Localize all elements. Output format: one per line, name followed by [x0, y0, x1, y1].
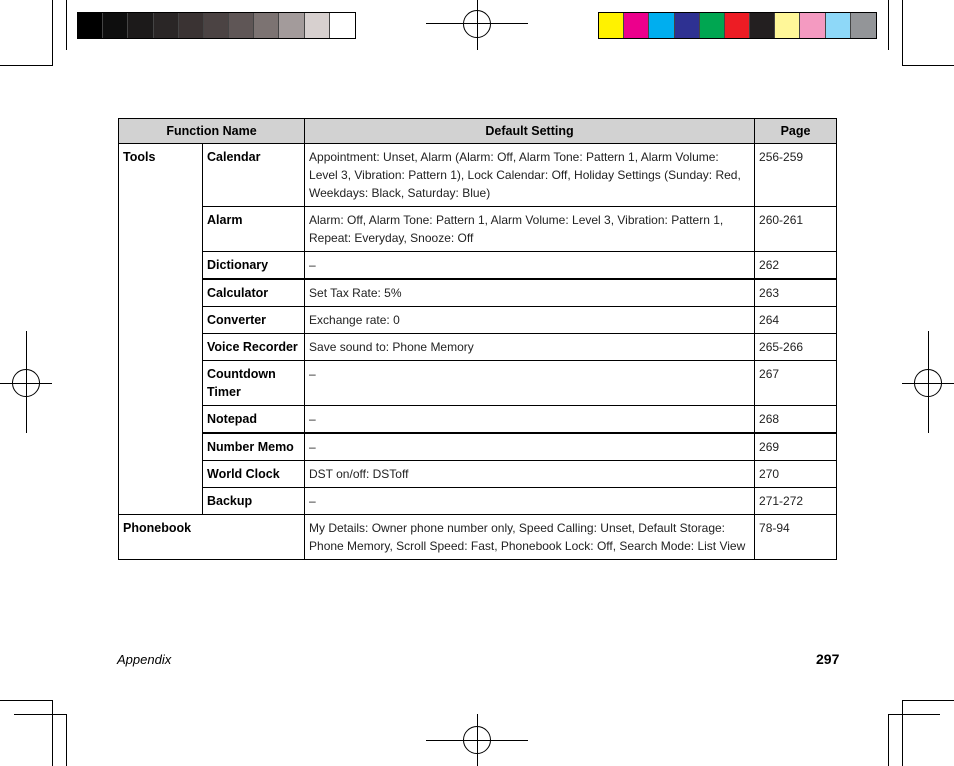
- color-swatch: [154, 13, 179, 38]
- color-swatch: [675, 13, 700, 38]
- table-row: [119, 515, 837, 560]
- color-swatch: [179, 13, 204, 38]
- default-setting: –: [305, 488, 755, 515]
- function-name: Voice Recorder: [203, 334, 305, 361]
- function-name: Backup: [203, 488, 305, 515]
- page-ref: 256-259: [755, 144, 837, 207]
- color-swatch: [254, 13, 279, 38]
- color-swatch: [750, 13, 775, 38]
- color-swatch: [128, 13, 153, 38]
- function-name: Countdown Timer: [203, 361, 305, 406]
- table-row: [119, 334, 837, 361]
- color-swatch: [851, 13, 876, 38]
- default-setting: Appointment: Unset, Alarm (Alarm: Off, Alarm Tone: Pattern 1, Alarm Volume: Level 3, Vibration: Pattern 1), Lock Calendar: Off, Holiday Settings (Sunday: Red, Weekdays: Black, Saturday: Blue): [305, 144, 755, 207]
- color-swatch-bar: [598, 12, 877, 39]
- default-setting: Set Tax Rate: 5%: [305, 279, 755, 307]
- function-name: Calculator: [203, 279, 305, 307]
- color-swatch: [599, 13, 624, 38]
- default-settings-table: [118, 118, 837, 560]
- page-ref: 264: [755, 307, 837, 334]
- footer-section-label: Appendix: [117, 652, 172, 667]
- function-name: Number Memo: [203, 433, 305, 461]
- page-ref: 271-272: [755, 488, 837, 515]
- page-ref: 268: [755, 406, 837, 434]
- category-phonebook: Phonebook: [119, 515, 305, 560]
- table-row: [119, 433, 837, 461]
- table-row: [119, 307, 837, 334]
- gray-swatch-bar: [77, 12, 356, 39]
- function-name: Alarm: [203, 207, 305, 252]
- default-setting: Save sound to: Phone Memory: [305, 334, 755, 361]
- color-swatch: [229, 13, 254, 38]
- color-swatch: [279, 13, 304, 38]
- color-swatch: [624, 13, 649, 38]
- table-row: [119, 461, 837, 488]
- color-swatch: [775, 13, 800, 38]
- page-ref: 267: [755, 361, 837, 406]
- table-row: [119, 488, 837, 515]
- color-swatch: [725, 13, 750, 38]
- color-swatch: [826, 13, 851, 38]
- default-setting: –: [305, 361, 755, 406]
- header-default-setting: Default Setting: [305, 119, 755, 144]
- color-swatch: [330, 13, 355, 38]
- table-header-row: [119, 119, 837, 144]
- header-function-name: Function Name: [119, 119, 305, 144]
- color-swatch: [700, 13, 725, 38]
- table-row: [119, 406, 837, 434]
- table-row: [119, 207, 837, 252]
- page-ref: 265-266: [755, 334, 837, 361]
- page-ref: 260-261: [755, 207, 837, 252]
- default-setting: –: [305, 406, 755, 434]
- color-swatch: [204, 13, 229, 38]
- function-name: World Clock: [203, 461, 305, 488]
- default-setting: Alarm: Off, Alarm Tone: Pattern 1, Alarm Volume: Level 3, Vibration: Pattern 1, Repeat: Everyday, Snooze: Off: [305, 207, 755, 252]
- table-row: [119, 279, 837, 307]
- page-ref: 78-94: [755, 515, 837, 560]
- color-swatch: [649, 13, 674, 38]
- page-ref: 262: [755, 252, 837, 280]
- color-swatch: [800, 13, 825, 38]
- table-row: [119, 144, 837, 207]
- header-page: Page: [755, 119, 837, 144]
- default-setting: DST on/off: DSToff: [305, 461, 755, 488]
- function-name: Converter: [203, 307, 305, 334]
- function-name: Calendar: [203, 144, 305, 207]
- footer-page-number: 297: [816, 651, 840, 667]
- table-row: [119, 361, 837, 406]
- function-name: Dictionary: [203, 252, 305, 280]
- table-row: [119, 252, 837, 280]
- color-swatch: [78, 13, 103, 38]
- color-swatch: [305, 13, 330, 38]
- page-ref: 269: [755, 433, 837, 461]
- page-ref: 270: [755, 461, 837, 488]
- default-setting: Exchange rate: 0: [305, 307, 755, 334]
- default-setting: –: [305, 252, 755, 280]
- page-ref: 263: [755, 279, 837, 307]
- color-swatch: [103, 13, 128, 38]
- default-setting: –: [305, 433, 755, 461]
- category-tools: Tools: [119, 144, 203, 515]
- default-setting: My Details: Owner phone number only, Speed Calling: Unset, Default Storage: Phone Memory, Scroll Speed: Fast, Phonebook Lock: Off, Search Mode: List View: [305, 515, 755, 560]
- function-name: Notepad: [203, 406, 305, 434]
